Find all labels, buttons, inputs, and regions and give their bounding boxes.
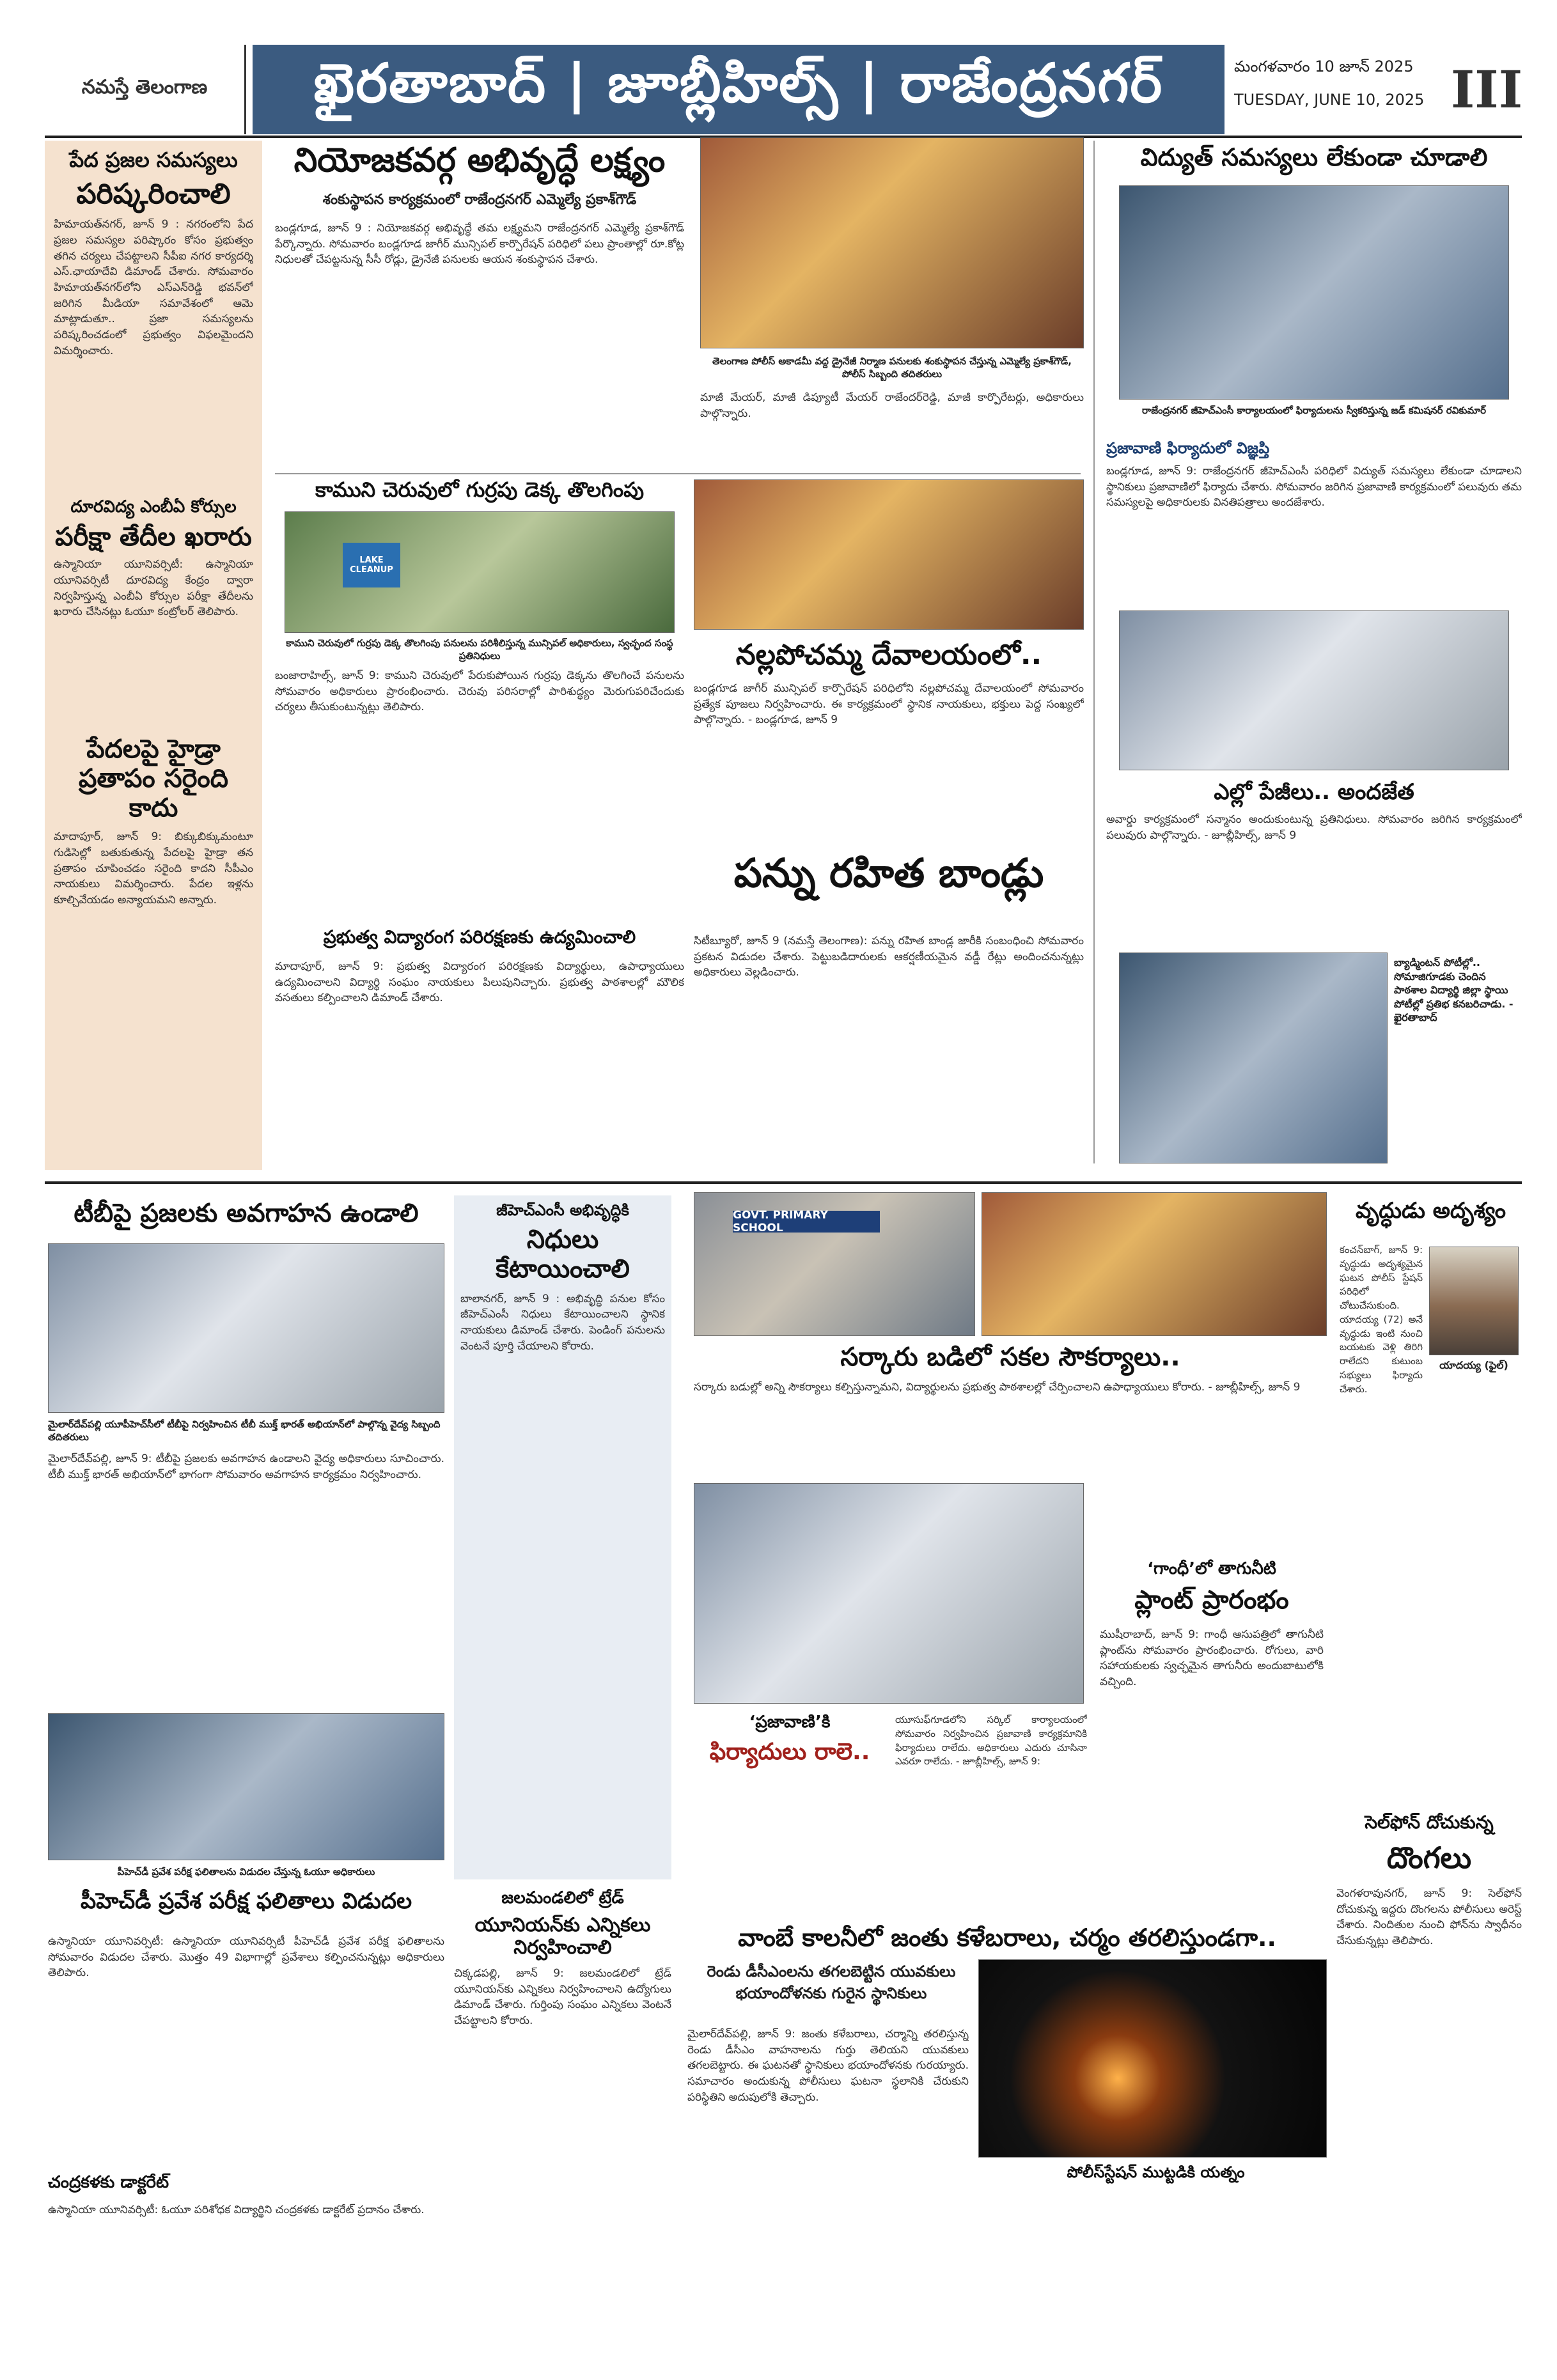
left-body-2: ఉస్మానియా యూనివర్సిటీ: ఉస్మానియా యూనివర్సిటీ దూరవిద్య కేంద్రం ద్వారా నిర్వహిస్తున్న ఎంబీఏ కోర్సుల పరీక్షా తేదీలను ఖరారు చేసినట్లు ఓయూ కంట్రోలర్‌ తెలిపారు.	[54, 558, 253, 619]
prajavani-headline: ఫిర్యాదులు రాలె..	[709, 1739, 870, 1765]
lead-body: బండ్లగూడ, జూన్‌ 9 : నియోజకవర్గ అభివృద్ధే తమ లక్ష్యమని రాజేంద్రనగర్‌ ఎమ్మెల్యే ప్రకాశ్‌గౌడ్‌ పేర్కొన్నారు. సోమవారం బండ్లగూడ జాగీర్‌ మున్సిపల్‌ కార్పొరేషన్‌ పరిధిలో పలు ప్రాంతాల్లో రూ.కోట్ల నిధులతో చేపట్టనున్న సీసీ రోడ్లు, డ్రైనేజీ పనులకు ఆయన శంకుస్థాపన చేశారు.	[275, 222, 684, 267]
page-number: III	[1450, 59, 1523, 120]
doctorate-body: ఉస్మానియా యూనివర్సిటీ: ఓయూ పరిశోధక విద్యార్థిని చంద్రకళకు డాక్టరేట్‌ ప్రదానం చేశారు.	[48, 2204, 425, 2216]
left-column-box	[45, 141, 262, 1170]
left-kicker: పేద ప్రజల సమస్యలు	[69, 148, 238, 172]
divider-rule	[275, 473, 1081, 474]
missing-body: కంచన్‌బాగ్‌, జూన్‌ 9: వృద్ధుడు అదృశ్యమైన ఘటన పోలీస్‌ స్టేషన్‌ పరిధిలో చోటుచేసుకుంది. యాదయ్య (72) అనే వృద్ధుడు ఇంటి నుంచి బయటకు వెళ్లి తిరిగి రాలేదని కుటుంబ సభ్యులు ఫిర్యాదు చేశారు.	[1340, 1244, 1423, 1395]
ghmc-box	[454, 1195, 671, 1879]
election-body: చిక్కడపల్లి, జూన్‌ 9: జలమండలిలో ట్రేడ్‌ యూనియన్‌కు ఎన్నికలు నిర్వహించాలని ఉద్యోగులు డిమాండ్‌ చేశారు. గుర్తింపు సంఘం ఎన్నికలు వెంటనే చేపట్టాలని కోరారు.	[454, 1967, 671, 2027]
left-headline-2: పరీక్షా తేదీల ఖరారు	[55, 522, 252, 552]
award-photo	[1119, 611, 1509, 770]
ghmc-headline: నిధులు కేటాయించాలి	[496, 1224, 630, 1284]
plant-kicker: ‘గాంధీ’లో తాగునీటి	[1147, 1559, 1276, 1578]
date-telugu: మంగళవారం 10 జూన్ 2025	[1234, 58, 1414, 75]
tb-photo	[48, 1243, 444, 1413]
plant-body: ముషీరాబాద్‌, జూన్‌ 9: గాంధీ ఆసుపత్రిలో తాగునీటి ప్లాంట్‌ను సోమవారం ప్రారంభించారు. రోగులు, వారి సహాయకులకు స్వచ్ఛమైన తాగునీరు అందుబాటులోకి వచ్చింది.	[1100, 1628, 1324, 1688]
power-body: బండ్లగూడ, జూన్‌ 9: రాజేంద్రనగర్‌ జీహెచ్‌ఎంసీ పరిధిలో విద్యుత్‌ సమస్యలు లేకుండా చూడాలని స్థానికులు ప్రజావాణిలో ఫిర్యాదు చేశారు. సోమవారం జరిగిన ప్రజావాణి కార్యక్రమంలో పలువురు తమ సమస్యలపై అధికారులకు వినతిపత్రాలు అందజేశారు.	[1106, 465, 1522, 509]
tb-body: మైలార్‌దేవ్‌పల్లి, జూన్‌ 9: టీబీపై ప్రజలకు అవగాహన ఉండాలని వైద్య అధికారులు సూచించారు. టీబీ ముక్త్‌ భారత్‌ అభియాన్‌లో భాగంగా సోమవారం అవగాహన కార్యక్రమం నిర్వహించారు.	[48, 1452, 444, 1481]
election-headline: యూనియన్‌కు ఎన్నికలు నిర్వహించాలి	[474, 1914, 651, 1959]
cheruvu-photo	[285, 511, 675, 633]
fire-headline: వాంబే కాలనీలో జంతు కళేబరాలు, చర్మం తరలిస్తుండగా..	[738, 1924, 1276, 1952]
lead-photo-caption: తెలంగాణ పోలీస్‌ అకాడమీ వద్ద డ్రైనేజీ నిర్మాణ పనులకు శంకుస్థాపన చేస్తున్న ఎమ్మెల్యే ప్రకాశ్‌గౌడ్‌, పోలీస్‌ సిబ్బంది తదితరులు	[712, 355, 1072, 380]
phd-photo-caption: పీహెచ్‌డీ ప్రవేశ పరీక్ష ఫలితాలను విడుదల చేస్తున్న ఓయూ అధికారులు	[117, 1866, 375, 1878]
power-photo-caption: రాజేంద్రనగర్‌ జీహెచ్‌ఎంసీ కార్యాలయంలో ఫిర్యాదులను స్వీకరిస్తున్న జడ్‌ కమిషనర్‌ రవికుమార్‌	[1142, 405, 1486, 416]
left-headline: పరిష్కరించాలి	[76, 177, 231, 210]
phd-body: ఉస్మానియా యూనివర్సిటీ: ఉస్మానియా యూనివర్సిటీ పీహెచ్‌డీ ప్రవేశ పరీక్ష ఫలితాలను సోమవారం విడుదల చేశారు. మొత్తం 49 విభాగాల్లో ప్రవేశాలు కల్పించనున్నట్లు అధికారులు తెలిపారు.	[48, 1935, 444, 1980]
school-photo	[694, 1192, 975, 1336]
masthead	[45, 45, 1522, 134]
bonds-body: సిటీబ్యూరో, జూన్‌ 9 (నమస్తే తెలంగాణ): పన్ను రహిత బాండ్ల జారీకి సంబంధించి సోమవారం ప్రకటన విడుదల చేశారు. పెట్టుబడిదారులకు ఆకర్షణీయమైన వడ్డీ రేట్లు అందించనున్నట్లు అధికారులు వెల్లడించారు.	[694, 935, 1084, 979]
power-photo	[1119, 185, 1509, 400]
temple-headline: నల్లపోచమ్మ దేవాలయంలో..	[735, 639, 1042, 671]
lead-headline-wrap	[275, 142, 684, 187]
phd-photo	[48, 1713, 444, 1860]
missing-person-photo	[1429, 1247, 1519, 1355]
prajavani-body: యూసుఫ్‌గూడలోని సర్కిల్‌ కార్యాలయంలో సోమవారం నిర్వహించిన ప్రజావాణి కార్యక్రమానికి ఫిర్యాదులు రాలేదు. అధికారులు ఎదురు చూసినా ఎవరూ రాలేదు. - జూబ్లీహిల్స్‌, జూన్‌ 9:	[895, 1714, 1087, 1768]
bonds-headline: పన్ను రహిత బాండ్లు	[733, 850, 1044, 896]
phd-headline: పీహెచ్‌డీ ప్రవేశ పరీక్ష ఫలితాలు విడుదల	[80, 1888, 412, 1914]
lead-photo	[700, 137, 1084, 348]
cheruvu-headline: కాముని చెరువులో గుర్రపు డెక్క తొలగింపు	[315, 478, 645, 502]
temple-body: బండ్లగూడ జాగీర్‌ మున్సిపల్‌ కార్పొరేషన్‌ పరిధిలోని నల్లపోచమ్మ దేవాలయంలో సోమవారం ప్రత్యేక పూజలు నిర్వహించారు. ఈ కార్యక్రమంలో స్థానిక నాయకులు, భక్తులు పెద్ద సంఖ్యలో పాల్గొన్నారు. - బండ్లగూడ, జూన్‌ 9	[694, 682, 1084, 727]
missing-person-caption: యాదయ్య (ఫైల్‌)	[1439, 1359, 1508, 1371]
phone-headline: దొంగలు	[1386, 1840, 1472, 1875]
badminton-caption: బ్యాడ్మింటన్‌ పోటీల్లో.. సోమాజిగూడకు చెందిన పాఠశాల విద్యార్థి జిల్లా స్థాయి పోటీల్లో ప్రతిభ కనబరిచాడు. - ఖైరతాబాద్‌	[1394, 956, 1514, 1024]
lead-headline: నియోజకవర్గ అభివృద్ధే లక్ష్యం	[293, 141, 666, 180]
edition-title: ఖైరతాబాద్ | జూబ్లీహిల్స్ | రాజేంద్రనగర్	[253, 45, 1224, 134]
ghmc-body: బాలానగర్‌, జూన్‌ 9 : అభివృద్ధి పనుల కోసం జీహెచ్‌ఎంసీ నిధులు కేటాయించాలని స్థానిక నాయకులు డిమాండ్‌ చేశారు. పెండింగ్‌ పనులను వెంటనే పూర్తి చేయాలని కోరారు.	[460, 1292, 665, 1353]
election-kicker: జలమండలిలో ట్రేడ్‌	[501, 1888, 624, 1908]
fire-subhead: రెండు డీసీఎంలను తగలబెట్టిన యువకులు భయాందోళనకు గురైన స్థానికులు	[707, 1963, 956, 2002]
plant-headline: ప్లాంట్‌ ప్రారంభం	[1134, 1585, 1289, 1615]
newspaper-brand: నమస్తే తెలంగాణ	[45, 45, 246, 134]
left-body-3: మాదాపూర్‌, జూన్‌ 9: బిక్కుబిక్కుమంటూ గుడిసెల్లో బతుకుతున్న పేదలపై హైడ్రా తన ప్రతాపం చూపించడం సరైంది కాదని సీపీఎం నాయకులు విమర్శించారు. పేదల ఇళ్లను కూల్చివేయడం అన్యాయమని అన్నారు.	[54, 830, 253, 906]
lake-cleanup-sign: LAKE CLEANUP	[343, 543, 400, 587]
left-kicker-2: దూరవిద్య ఎంబీఏ కోర్సుల	[70, 497, 237, 517]
cheruvu-body: బంజారాహిల్స్‌, జూన్‌ 9: కాముని చెరువులో పేరుకుపోయిన గుర్రపు డెక్కను తొలగించే పనులను సోమవారం అధికారులు ప్రారంభించారు. చెరువు పరిసరాల్లో పారిశుద్ధ్యం మెరుగుపరిచేందుకు చర్యలు తీసుకుంటున్నట్లు తెలిపారు.	[275, 669, 684, 714]
prajavani-kicker: ‘ప్రజావాణి’కి	[749, 1713, 831, 1732]
school-banner: GOVT. PRIMARY SCHOOL	[733, 1211, 880, 1233]
fire-body: మైలార్‌దేవ్‌పల్లి, జూన్‌ 9: జంతు కళేబరాలు, చర్మాన్ని తరలిస్తున్న రెండు డీసీఎం వాహనాలను గుర్తు తెలియని యువకులు తగలబెట్టారు. ఈ ఘటనతో స్థానికులు భయాందోళనకు గురయ్యారు. సమాచారం అందుకున్న పోలీసులు ఘటనా స్థలానికి చేరుకుని పరిస్థితిని అదుపులోకి తెచ్చారు.	[687, 2028, 969, 2104]
left-headline-3: పేదలపై హైడ్రా ప్రతాపం సరైంది కాదు	[79, 735, 228, 823]
tb-photo-caption: మైలార్‌దేవ్‌పల్లి యూపీహెచ్‌సీలో టీబీపై నిర్వహించిన టీబీ ముక్త్‌ భారత్‌ అభియాన్‌లో పాల్గొన్న వైద్య సిబ్బంది తదితరులు	[48, 1419, 441, 1443]
fire-photo	[978, 1959, 1327, 2158]
school-body: సర్కారు బడుల్లో అన్ని సౌకర్యాలు కల్పిస్తున్నామని, విద్యార్థులను ప్రభుత్వ పాఠశాలల్లో చేర్పించాలని ఉపాధ్యాయులు కోరారు. - జూబ్లీహిల్స్‌, జూన్‌ 9	[694, 1381, 1301, 1394]
prajavani-photo	[694, 1483, 1084, 1704]
tb-headline: టీబీపై ప్రజలకు అవగాహన ఉండాలి	[74, 1199, 419, 1228]
badminton-photo	[1119, 953, 1388, 1163]
award-body: అవార్డు కార్యక్రమంలో సన్మానం అందుకుంటున్న ప్రతినిధులు. సోమవారం జరిగిన కార్యక్రమంలో పలువురు పాల్గొన్నారు. - జూబ్లీహిల్స్‌, జూన్‌ 9	[1106, 813, 1522, 842]
lead-subhead: శంకుస్థాపన కార్యక్రమంలో రాజేంద్రనగర్‌ ఎమ్మెల్యే ప్రకాశ్‌గౌడ్‌	[322, 192, 637, 208]
cheruvu-photo-caption: కాముని చెరువులో గుర్రపు డెక్క తొలగింపు పనులను పరిశీలిస్తున్న మున్సిపల్‌ అధికారులు, స్వచ్ఛంద సంస్థ ప్రతినిధులు	[286, 637, 673, 662]
missing-headline: వృద్ధుడు అదృశ్యం	[1355, 1198, 1506, 1224]
column-divider	[1093, 141, 1095, 1163]
vidya-body: మాదాపూర్‌, జూన్‌ 9: ప్రభుత్వ విద్యారంగ పరిరక్షణకు విద్యార్థులు, ఉపాధ్యాయులు ఉద్యమించాలని విద్యార్థి సంఘం నాయకులు పిలుపునిచ్చారు. ప్రభుత్వ పాఠశాలల్లో మౌలిక వసతులు కల్పించాలని డిమాండ్‌ చేశారు.	[275, 960, 684, 1005]
doctorate-headline: చంద్రకళకు డాక్టరేట్‌	[48, 2173, 169, 2192]
phone-kicker: సెల్‌ఫోన్‌ దోచుకున్న	[1365, 1812, 1494, 1833]
power-sub: ప్రజావాణి ఫిర్యాదులో విజ్ఞప్తి	[1106, 439, 1270, 457]
date-block	[1234, 58, 1426, 128]
section-rule	[45, 1181, 1522, 1184]
left-body: హిమాయత్‌నగర్‌, జూన్‌ 9 : నగరంలోని పేద ప్రజల సమస్యల పరిష్కారం కోసం ప్రభుత్వం తగిన చర్యలు చేపట్టాలని సీపీఐ నగర కార్యదర్శి ఎస్‌.ఛాయాదేవి డిమాండ్‌ చేశారు. సోమవారం హిమాయత్‌నగర్‌లోని ఎస్‌ఎన్‌రెడ్డి భవన్‌లో జరిగిన మీడియా సమావేశంలో ఆమె మాట్లాడుతూ.. ప్రజా సమస్యలను పరిష్కరించడంలో ప్రభుత్వం విఫలమైందని విమర్శించారు.	[54, 218, 253, 357]
fire-subhead-2: పోలీస్‌స్టేషన్‌ ముట్టడికి యత్నం	[1067, 2163, 1245, 2181]
vidya-headline: ప్రభుత్వ విద్యారంగ పరిరక్షణకు ఉద్యమించాలి	[323, 926, 636, 947]
award-headline: ఎల్లో పేజీలు.. అందజేత	[1214, 779, 1414, 805]
temple-photo	[694, 479, 1084, 630]
ghmc-kicker: జీహెచ్‌ఎంసీ అభివృద్ధికి	[496, 1201, 629, 1219]
date-english: TUESDAY, JUNE 10, 2025	[1234, 91, 1425, 109]
school-photo-2	[982, 1192, 1327, 1336]
school-headline: సర్కారు బడిలో సకల సౌకర్యాలు..	[840, 1342, 1180, 1372]
lead-photo-body: మాజీ మేయర్‌, మాజీ డిప్యూటీ మేయర్‌ రాజేందర్‌రెడ్డి, మాజీ కార్పొరేటర్లు, అధికారులు పాల్గొన్నారు.	[700, 391, 1084, 420]
phone-body: వెంగళరావునగర్‌, జూన్‌ 9: సెల్‌ఫోన్‌ దోచుకున్న ఇద్దరు దొంగలను పోలీసులు అరెస్ట్‌ చేశారు. నిందితుల నుంచి ఫోన్‌ను స్వాధీనం చేసుకున్నట్లు తెలిపారు.	[1336, 1887, 1522, 1947]
power-headline: విద్యుత్‌ సమస్యలు లేకుండా చూడాలి	[1140, 143, 1488, 171]
